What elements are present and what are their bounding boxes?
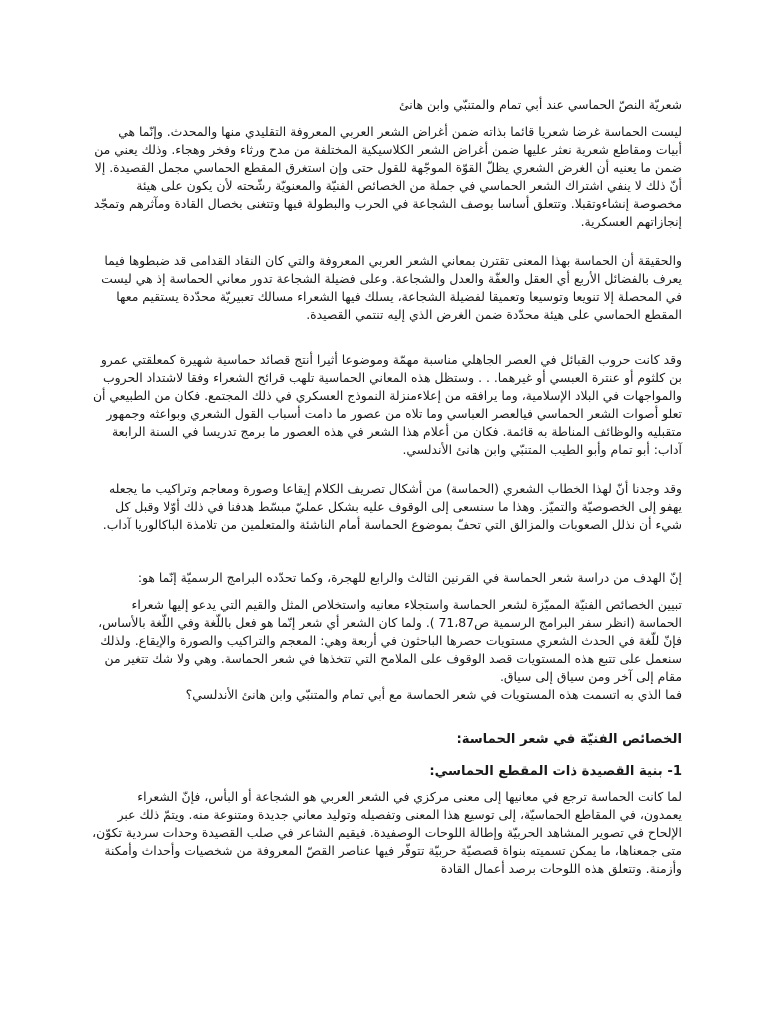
paragraph-discourse: وقد وجدنا أنّ لهذا الخطاب الشعري (الحماسة) من أشكال تصريف الكلام إيقاعا وصورة ومعاجم وتراكيب ما يجعله يهفو إلى الخصوصيّة والتميّز. وهذا ما سنسعى إلى الوقوف عليه بشكل عمليّ مبسّط هدفنا في ذلك أوّلا وقبل كل شيء أن نذلل الصعوبات والمزالق التي تحفّ بموضوع الحماسة أمام الناشئة والمتعلمين من تلامذة الباكالوريا آداب. [102, 481, 682, 532]
paragraph-goal: إنّ الهدف من دراسة شعر الحماسة في القرنين الثالث والرابع للهجرة، وكما تحدّده البرامج الرسميّة إنّما هو: [137, 570, 682, 585]
paragraph-intro: ليست الحماسة غرضا شعريا قائما بذاته ضمن أغراض الشعر العربي المعروفة التقليدي منها والمحدث. وإنّما هي أبيات ومقاطع شعرية نعثر عليها ضمن أغراض الشعر الكلاسيكية المختلفة من مدح ورثاء وفخر وهجاء. وذلك يعني من ضمن ما يعنيه أن الغرض الشعري يظلّ القوّة الموجّهة للقول حتى وإن استغرق المقطع الحماسي مجمل القصيدة. إلا أنّ ذلك لا ينفي اشتراك الشعر الحماسي في جملة من الخصائص الفنيّة والمعنويّة رشّحته لأن يكون على هيئة مخصوصة إنشاءوتقبلا. وتتعلق أساسا بوصف الشجاعة في الحرب والبطولة فيها وتتغنى بخصال القادة ومآثرهم وتمجّد إنجازاتهم العسكرية. [93, 124, 682, 229]
paragraph-question: فما الذي به اتسمت هذه المستويات في شعر الحماسة مع أبي تمام والمتنبّي وابن هانئ الأندلسي؟ [185, 687, 682, 702]
subsection-heading: 1- بنية القصيدة ذات المقطع الحماسي: [429, 764, 682, 779]
paragraph-structure: لما كانت الحماسة ترجع في معانيها إلى معنى مركزي في الشعر العربي هو الشجاعة أو البأس، فإنّ الشعراء يعمدون، في المقاطع الحماسيّة، إلى توسيع هذا المعنى وتفصيله وتوليد معاني جديدة ومتنوعة منه. ويتمّ ذلك عبر الإلحاح في تصوير المشاهد الحربيّة وإطالة اللوحات الوصفيدة. فيقيم الشاعر في صلب القصيدة وحدات سردية تكوّن، متى جمعناها، ما يمكن تسميته بنواة قصصيّة حربيّة تتوفّر فيها عناصر القصّ المعروفة من شخصيات وأحداث وأمكنة وأزمنة. وتتعلق هذه اللوحات برصد أعمال القادة [92, 789, 682, 876]
paragraph-virtues: والحقيقة أن الحماسة بهذا المعنى تقترن بمعاني الشعر العربي المعروفة والتي كان النقاد القدامى قد ضبطوها فيما يعرف بالفضائل الأربع أي العقل والعفّة والعدل والشجاعة. وعلى فضيلة الشجاعة تدور معاني الحماسة إذ هي ليست في المحصلة إلا تنويعا وتوسيعا وتعميقا لفضيلة الشجاعة، يسلك فيها الشعراء مسالك تعبيريّة محدّدة يستقيم معها المقطع الحماسي على هيئة محدّدة ضمن الغرض الذي إليه تنتمي القصيدة. [101, 253, 682, 322]
section-heading: الخصائص الفنيّة في شعر الحماسة: [456, 732, 682, 747]
document-title: شعريّة النصّ الحماسي عند أبي تمام والمتنبّي وابن هانئ [398, 97, 682, 112]
paragraph-history: وقد كانت حروب القبائل في العصر الجاهلي مناسبة مهمّة وموضوعا أثيرا أنتج قصائد حماسية شهيرة كمعلقتي عمرو بن كلثوم أو عنترة العبسي أو غيرهما. . . وستظل هذه المعاني الحماسية تلهب قرائح الشعراء وفقا لاشتداد الحروب والمواجهات في البلاد الإسلامية، وما يرافقه من إعلاءمنزلة النموذج العسكري في ذلك المجتمع. فكان من الطبيعي أن تعلو أصوات الشعر الحماسي فيالعصر العباسي وما تلاه من عصور ما دامت أسباب القول الشعري وبواعثه وجمهور متقبليه والوظائف المناطة به قائمة. فكان من أعلام هذا الشعر في هذه العصور ما برمج تدريسا في السنة الرابعة آداب: أبو تمام وأبو الطيب المتنبّي وابن هانئ الأندلسي. [92, 352, 682, 457]
document-page [92, 96, 682, 878]
paragraph-features: تبيين الخصائص الفنيّة المميّزة لشعر الحماسة واستجلاء معانيه واستخلاص المثل والقيم التي يدعو إليها شعراء الحماسة (انظر سفر البرامج الرسمية ص71،87 ). ولما كان الشعر أي شعر إنّما هو فعل باللّغة وفي اللّغة بالأساس، فإنّ للّغة في الحدث الشعري مستويات حصرها الباحثون في أربعة وهي: المعجم والتراكيب والصورة والإيقاع. ولذلك سنعمل على تتبع هذه المستويات قصد الوقوف على الملامح التي تتخذها في شعر الحماسة. وهي ولا شك تتغير من مقام إلى آخر ومن سياق إلى سياق. [98, 597, 682, 684]
